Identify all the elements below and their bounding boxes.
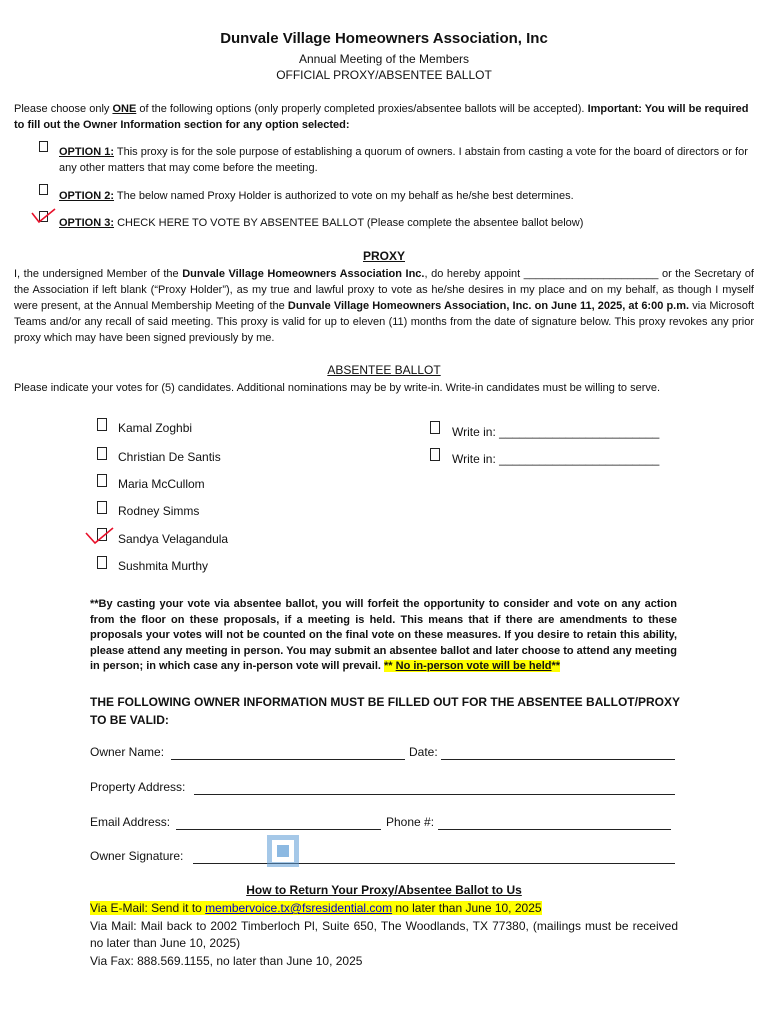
proxy-holder-blank[interactable]: ______________________ [523, 268, 659, 280]
owner-name-label: Owner Name: [90, 745, 165, 759]
candidate-checkbox[interactable] [97, 556, 107, 569]
intro-paragraph: Please choose only ONE of the following options (only properly completed proxies/absentee ballots will be accepted). Important: You will be required to fill out the Owner Information section for any option selected: [14, 103, 749, 131]
proxy-heading: PROXY [362, 249, 405, 263]
owner-signature-label: Owner Signature: [90, 849, 184, 863]
candidate-name: Maria McCullom [118, 477, 205, 491]
no-in-person-highlight: ** No in-person vote will be held** [384, 660, 561, 672]
candidate-name: Sushmita Murthy [118, 559, 209, 573]
writein-field[interactable]: Write in: ________________________ [452, 425, 660, 439]
option-1-text: OPTION 1: This proxy is for the sole purpose of establishing a quorum of owners. I abstain from casting a vote for the board of directors or for any other matters that may come before the meeting. [59, 146, 748, 174]
intro-important: Important: You will be required to fill out the Owner Information section for any option selected: [14, 103, 749, 131]
return-fax-line: Via Fax: 888.569.1155, no later than June 10, 2025 [90, 954, 363, 968]
owner-info-heading: THE FOLLOWING OWNER INFORMATION MUST BE FILLED OUT FOR THE ABSENTEE BALLOT/PROXY TO BE VALID: [90, 695, 680, 727]
property-address-field[interactable] [194, 780, 675, 795]
return-mail-line: Via Mail: Mail back to 2002 Timberloch Pl, Suite 650, The Woodlands, TX 77380, (mailings must be received no later than June 10, 2025) [90, 919, 678, 950]
option-3-text: OPTION 3: CHECK HERE TO VOTE BY ABSENTEE BALLOT (Please complete the absentee ballot below) [59, 217, 584, 229]
option-1-checkbox[interactable] [39, 141, 51, 153]
candidate-checkbox[interactable] [97, 474, 107, 487]
candidate-checkbox[interactable] [97, 447, 107, 460]
ballot-heading: ABSENTEE BALLOT [327, 363, 441, 377]
candidate-name: Christian De Santis [118, 450, 221, 464]
candidate-checkbox[interactable] [97, 528, 109, 542]
date-field[interactable] [441, 745, 675, 760]
intro-one: ONE [112, 103, 137, 115]
document-form-title: OFFICIAL PROXY/ABSENTEE BALLOT [276, 68, 492, 82]
candidate-name: Kamal Zoghbi [118, 421, 193, 435]
phone-label: Phone #: [386, 815, 435, 829]
writein-checkbox[interactable] [430, 448, 440, 461]
ballot-instructions: Please indicate your votes for (5) candidates. Additional nominations may be by write-in. Write-in candidates must be willing to serve. [14, 382, 661, 394]
candidate-checkbox[interactable] [97, 418, 107, 431]
owner-name-field[interactable] [171, 745, 405, 760]
proxy-paragraph: I, the undersigned Member of the Dunvale Village Homeowners Association Inc., do hereby appoint ______________________ or the Secretary of the Association if left blank (“Proxy Holder”), as my true and lawful proxy to vote as he/she desires in my place and on my behalf, as though I myself were present, at the Annual Membership Meeting of the Dunvale Village Homeowners Association, Inc. on June 11, 2025, at 6:00 p.m. via Microsoft Teams and/or any recall of said meeting. This proxy is valid for up to eleven (11) months from the date of signature below. This proxy revokes any prior proxy which may have been signed previously by me. [14, 268, 755, 344]
candidate-name: Sandya Velagandula [118, 532, 229, 546]
watermark-icon [266, 834, 300, 868]
option-2-checkbox[interactable] [39, 184, 51, 196]
return-email-line: Via E-Mail: Send it to membervoice.tx@fsresidential.com no later than June 10, 2025 [90, 901, 542, 915]
writein-checkbox[interactable] [430, 421, 440, 434]
email-link[interactable]: membervoice.tx@fsresidential.com [205, 901, 393, 915]
candidate-name: Rodney Simms [118, 504, 200, 518]
checkmark-icon [85, 526, 115, 551]
date-label: Date: [409, 745, 438, 759]
property-address-label: Property Address: [90, 780, 186, 794]
writein-field[interactable]: Write in: ________________________ [452, 452, 660, 466]
email-address-label: Email Address: [90, 815, 171, 829]
document-subtitle: Annual Meeting of the Members [298, 52, 470, 66]
absentee-notice: **By casting your vote via absentee ballot, you will forfeit the opportunity to consider and vote on any action from the floor on these proposals, if a meeting is held. This means that if there are amendments to these proposals your votes will not be counted on the final vote on these measures. If you desire to retain this ability, please attend any meeting in person. You may submit an absentee ballot and later choose to attend any meeting in person; in which case any in-person vote will prevail. ** No in-person vote will be held** [90, 598, 677, 672]
candidate-checkbox[interactable] [97, 501, 107, 514]
return-heading: How to Return Your Proxy/Absentee Ballot to Us [246, 883, 522, 897]
phone-field[interactable] [438, 815, 671, 830]
option-3-checkbox[interactable] [39, 211, 51, 223]
email-address-field[interactable] [176, 815, 381, 830]
checkmark-icon [31, 207, 57, 225]
document-title: Dunvale Village Homeowners Association, Inc [220, 30, 548, 47]
option-2-text: OPTION 2: The below named Proxy Holder is authorized to vote on my behalf as he/she best determines. [59, 190, 574, 202]
